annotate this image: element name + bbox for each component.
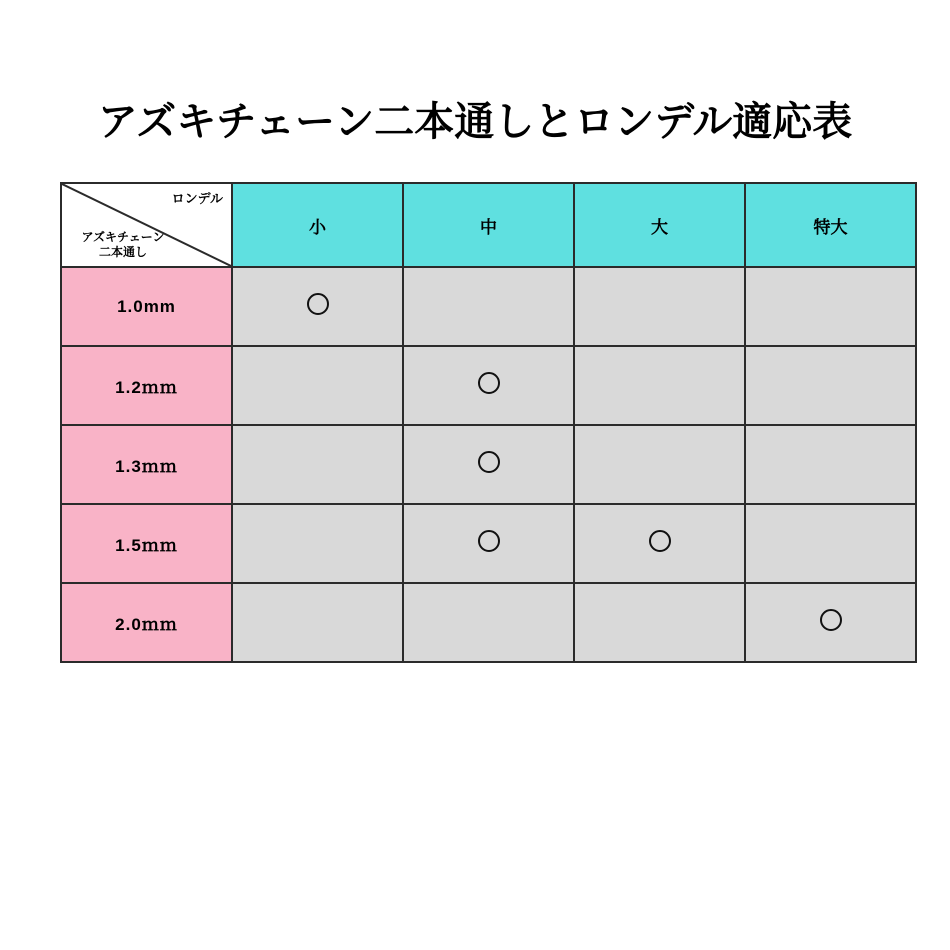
cell-1-0mm-small: [232, 267, 403, 346]
circle-mark-icon: [649, 530, 671, 552]
circle-mark-icon: [478, 372, 500, 394]
cell-1-5mm-medium: [403, 504, 574, 583]
cell-1-0mm-extra-large: [745, 267, 916, 346]
circle-mark-icon: [820, 609, 842, 631]
compatibility-table: [60, 182, 917, 663]
row-header: 1.3ｍｍ: [61, 425, 232, 504]
row-header: 1.0mm: [61, 267, 232, 346]
cell-2-0mm-large: [574, 583, 745, 662]
circle-mark-icon: [478, 451, 500, 473]
cell-1-3mm-large: [574, 425, 745, 504]
cell-1-3mm-medium: [403, 425, 574, 504]
column-header-small: 小: [232, 183, 403, 267]
column-axis-label: ロンデル: [171, 191, 223, 206]
column-header-extra-large: 特大: [745, 183, 916, 267]
cell-1-0mm-medium: [403, 267, 574, 346]
row-header: 2.0ｍｍ: [61, 583, 232, 662]
cell-1-5mm-large: [574, 504, 745, 583]
row-axis-label-line2: 二本通し: [98, 245, 147, 259]
row-axis-label-line1: アズキチェーン: [81, 230, 165, 244]
cell-1-3mm-small: [232, 425, 403, 504]
cell-1-2mm-large: [574, 346, 745, 425]
cell-1-2mm-small: [232, 346, 403, 425]
column-header-medium: 中: [403, 183, 574, 267]
cell-1-3mm-extra-large: [745, 425, 916, 504]
cell-2-0mm-small: [232, 583, 403, 662]
table-row: [61, 583, 916, 662]
table-row: [61, 346, 916, 425]
cell-1-2mm-extra-large: [745, 346, 916, 425]
circle-mark-icon: [307, 293, 329, 315]
row-header: 1.2ｍｍ: [61, 346, 232, 425]
column-header-large: 大: [574, 183, 745, 267]
table-row: [61, 425, 916, 504]
table-row: [61, 267, 916, 346]
table-corner-cell: [61, 183, 232, 267]
row-header: 1.5ｍｍ: [61, 504, 232, 583]
circle-mark-icon: [478, 530, 500, 552]
row-axis-label: [68, 230, 178, 260]
cell-1-5mm-small: [232, 504, 403, 583]
cell-2-0mm-extra-large: [745, 583, 916, 662]
cell-1-0mm-large: [574, 267, 745, 346]
page-title: アズキチェーン二本通しとロンデル適応表: [97, 100, 853, 144]
cell-1-2mm-medium: [403, 346, 574, 425]
cell-2-0mm-medium: [403, 583, 574, 662]
cell-1-5mm-extra-large: [745, 504, 916, 583]
compatibility-table-wrapper: [60, 182, 915, 663]
table-header-row: [61, 183, 916, 267]
table-row: [61, 504, 916, 583]
